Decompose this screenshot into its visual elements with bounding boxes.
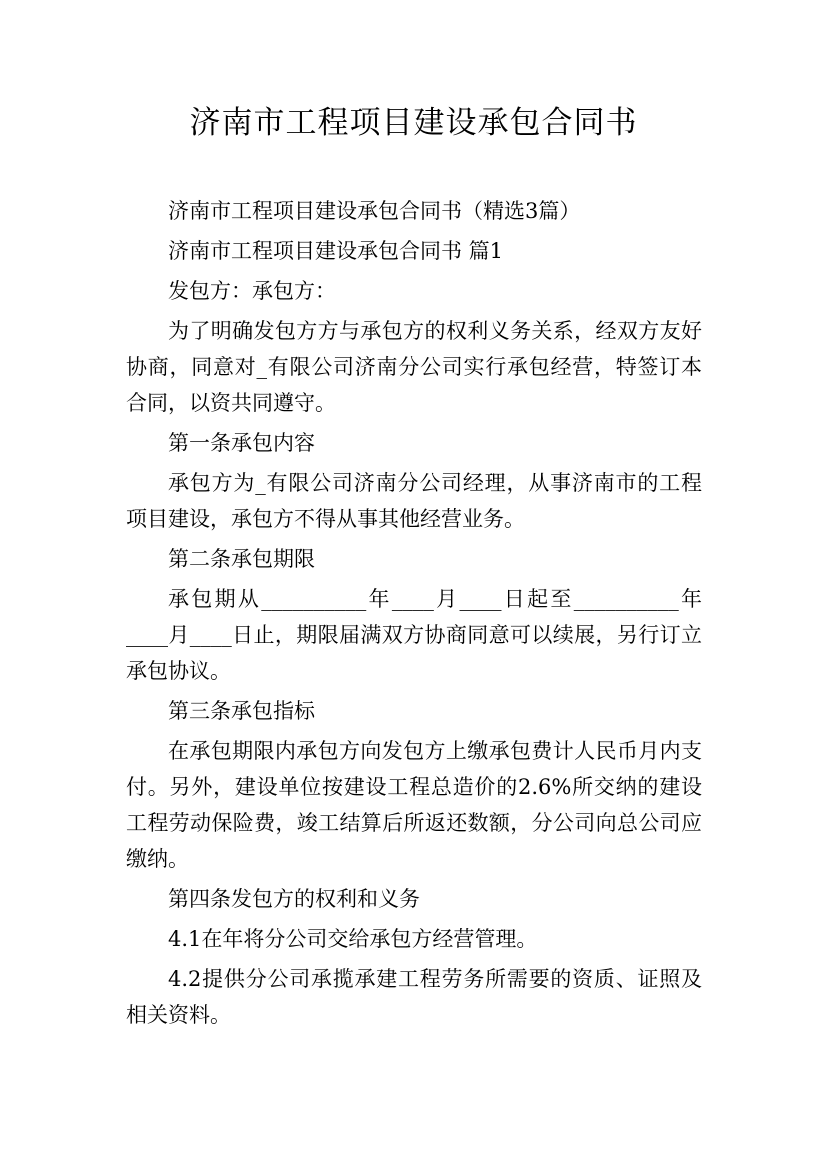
article-2-heading: 第二条承包期限 — [168, 547, 315, 571]
article-2-text: 承包期从__________年____月____日起至__________年____月____日止，期限届满双方协商同意可以续展，另行订立承包协议。 — [126, 587, 702, 683]
article-3-text: 在承包期限内承包方向发包方上缴承包费计人民币月内支付。另外，建设单位按建设工程总造价的2.6%所交纳的建设工程劳动保险费，竣工结算后所返还数额，分公司向总公司应缴纳。 — [126, 739, 702, 871]
document-title: 济南市工程项目建设承包合同书 — [189, 105, 638, 141]
document-body — [126, 193, 702, 1033]
paragraph-subtitle: 济南市工程项目建设承包合同书（精选3篇） — [168, 199, 581, 223]
article-1-text: 承包方为_有限公司济南分公司经理，从事济南市的工程项目建设，承包方不得从事其他经营业务。 — [126, 471, 702, 531]
paragraph-preamble: 为了明确发包方方与承包方的权利义务关系，经双方友好协商，同意对_有限公司济南分公司实行承包经营，特签订本合同，以资共同遵守。 — [126, 319, 702, 415]
article-1-heading: 第一条承包内容 — [168, 431, 315, 455]
article-3-heading: 第三条承包指标 — [168, 699, 315, 723]
article-4-heading: 第四条发包方的权利和义务 — [168, 887, 420, 911]
article-4-item-2: 4.2提供分公司承揽承建工程劳务所需要的资质、证照及相关资料。 — [126, 967, 702, 1027]
paragraph-section-heading: 济南市工程项目建设承包合同书 篇1 — [168, 239, 504, 263]
paragraph-parties: 发包方：承包方： — [168, 279, 336, 303]
article-4-item-1: 4.1在年将分公司交给承包方经营管理。 — [168, 927, 538, 951]
